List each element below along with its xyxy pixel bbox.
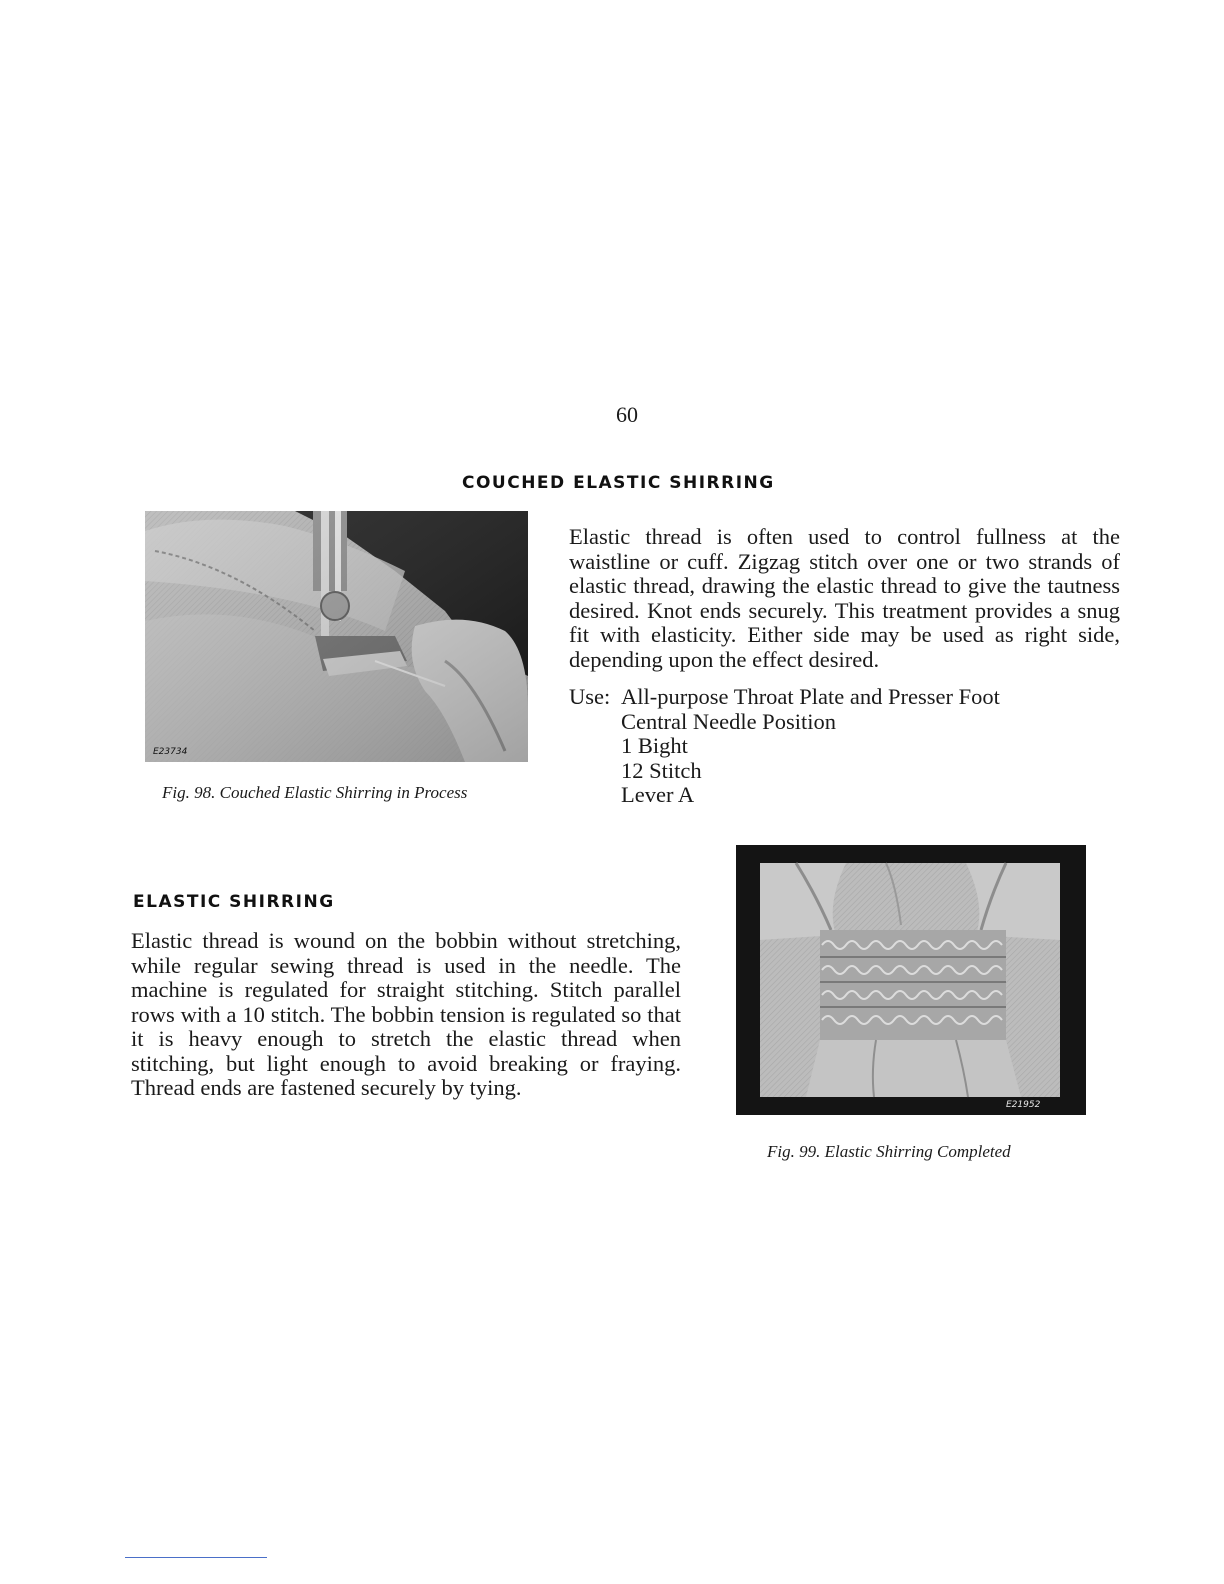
- use-list: [569, 685, 1000, 808]
- figure-98-photo: [145, 511, 528, 762]
- shirred-fabric-photo-icon: [736, 845, 1086, 1115]
- sewing-machine-photo-icon: [145, 511, 528, 762]
- figure-99-caption: Fig. 99. Elastic Shirring Completed: [767, 1142, 1011, 1161]
- use-item: 12 Stitch: [621, 757, 702, 783]
- use-item: 1 Bight: [621, 733, 688, 758]
- figure-99-photo: [736, 845, 1086, 1115]
- footer-rule: [125, 1557, 267, 1558]
- couched-paragraph: Elastic thread is often used to control fullness at the waistline or cuff. Zigzag stitch over one or two strands of elastic thread, drawing the elastic thread to give the tautness desired. Knot ends securely. This treatment provides a snug fit with elasticity. Either side may be used as right side, depending upon the effect desired.: [569, 524, 1120, 672]
- figure-98-photo-id: E23734: [153, 747, 188, 757]
- elastic-paragraph: Elastic thread is wound on the bobbin without stretching, while regular sewing thread is used in the needle. The machine is regulated for straight stitching. Stitch parallel rows with a 10 stitch. The bobbin tension is regulated so that it is heavy enough to stretch the elastic thread when stitching, but light enough to avoid breaking or fraying. Thread ends are fastened securely by tying.: [131, 928, 681, 1100]
- use-item: Central Needle Position: [621, 708, 836, 734]
- use-label: Use:: [569, 684, 611, 709]
- use-item: All-purpose Throat Plate and Presser Foot: [621, 684, 1000, 709]
- page-number: 60: [616, 402, 638, 427]
- section-heading-elastic: ELASTIC SHIRRING: [133, 892, 335, 912]
- section-heading-couched: COUCHED ELASTIC SHIRRING: [462, 473, 775, 493]
- use-item: Lever A: [621, 782, 695, 807]
- figure-98-caption: Fig. 98. Couched Elastic Shirring in Process: [162, 783, 468, 802]
- use-list-first-line: [569, 685, 1000, 710]
- figure-99-photo-id: E21952: [1006, 1100, 1041, 1110]
